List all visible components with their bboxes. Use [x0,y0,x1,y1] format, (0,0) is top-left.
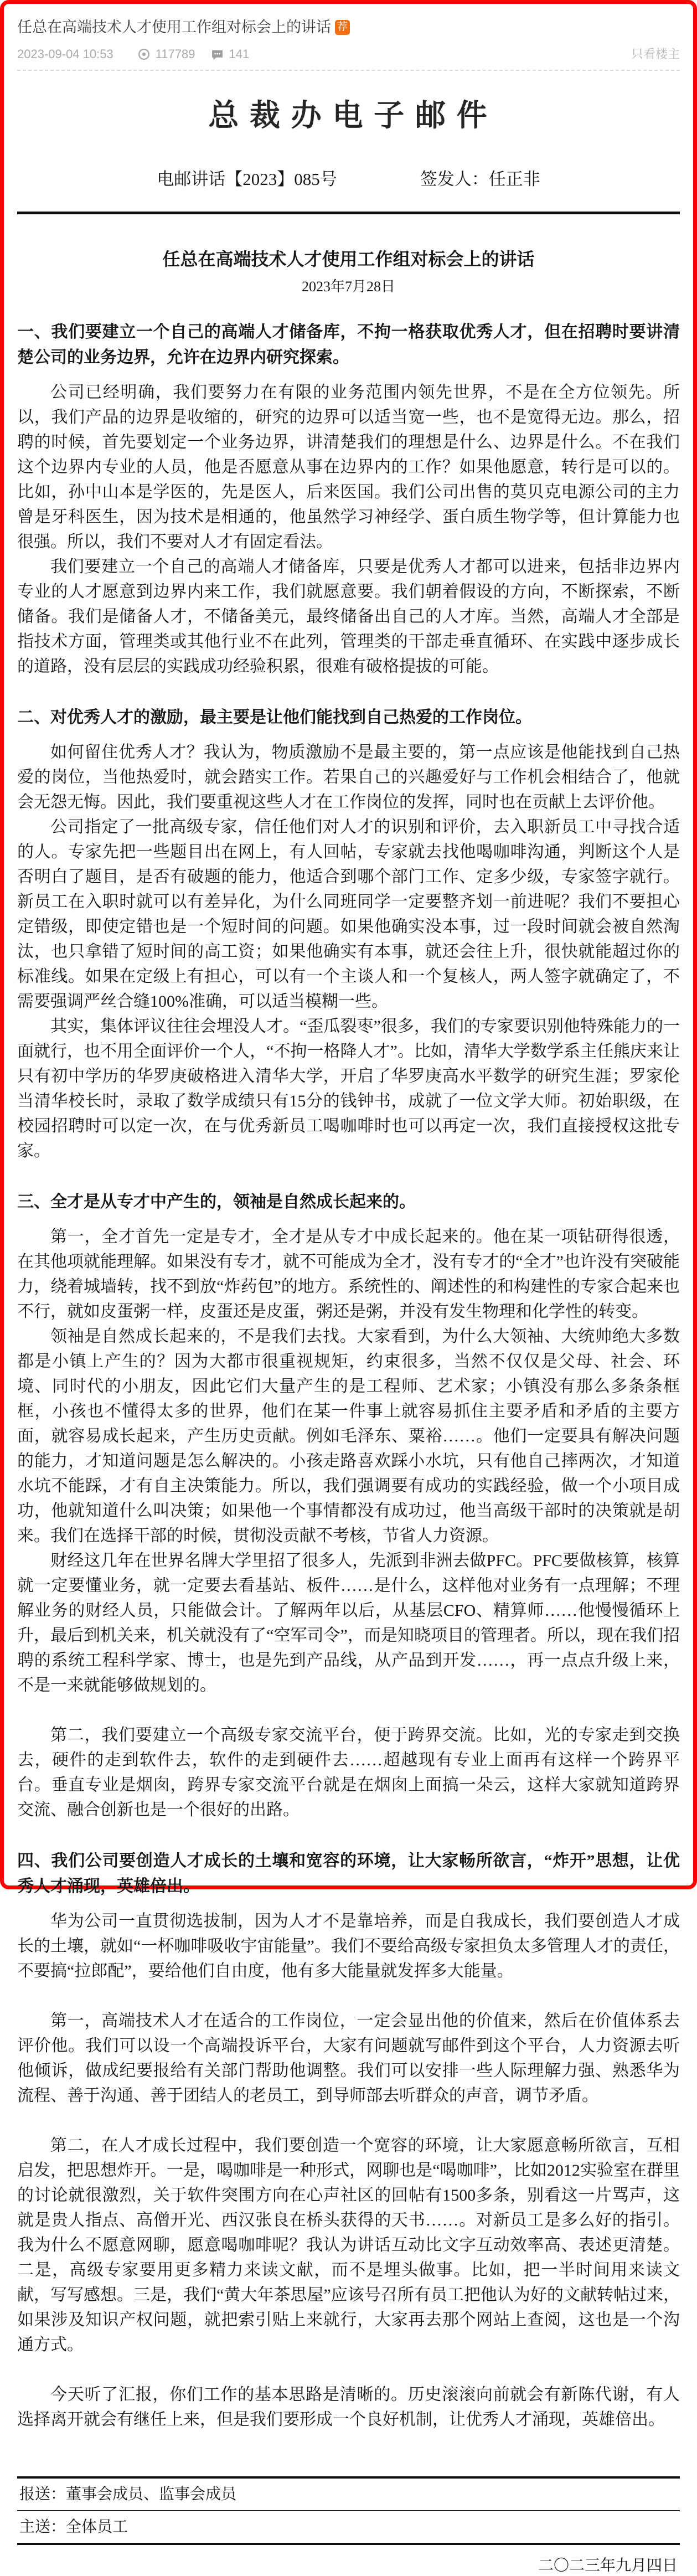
section-heading: 二、对优秀人才的激励，最主要是让他们能找到自己热爱的工作岗位。 [17,708,532,727]
paragraph: 公司指定了一批高级专家，信任他们对人才的识别和评价，去入职新员工中寻找合适的人。专家先把一些题目出在网上，有人回帖，专家就去找他喝咖啡沟通，判断这个人是否明白了题目，是否有破题的能力，他适合到哪个部门工作、定多少级，专家签字就行。新员工在入职时就可以有差异化，为什么同班同学一定要整齐划一前进呢？我们不要担心定错级，即使定错也是一个短时间的问题。如果他确实没本事，过一段时间就会被自然淘汰，也只拿错了短时间的高工资；如果他确实有本事，就还会往上升，很快就能超过你的标准线。如果在定级上有担心，可以有一个主谈人和一个复核人，两人签字就确定了，不需要强调严丝合缝100%准确，可以适当模糊一些。 [17,818,680,1011]
cc-line: 报送：董事会成员、监事会成员 [19,2486,237,2503]
post-title: 任总在高端技术人才使用工作组对标会上的讲话 [17,19,331,35]
section-heading: 一、我们要建立一个自己的高端人才储备库，不拘一格获取优秀人才，但在招聘时要讲清楚公司的业务边界，允许在边界内研究探索。 [17,323,680,367]
to-line: 主送：全体员工 [19,2518,128,2536]
comment-icon [210,48,224,61]
dashed-divider [17,70,680,71]
email-document [17,95,680,2576]
recommended-badge: 荐 [335,20,350,35]
doc-issuer: 签发人：任正非 [420,169,540,189]
paragraph: 第二，在人才成长过程中，我们要创造一个宽容的环境，让大家愿意畅所欲言，互相启发，把思想炸开。一是，喝咖啡是一种形式，网聊也是“喝咖啡”，比如2012实验室在群里的讨论就很激烈，关于软件突围方向在心声社区的回帖有1500多条，别看这一片骂声，这就是贵人指点、高僧开光、西汉张良在桥头获得的天书……。对新员工是多么好的指引。我为什么不愿意网聊，愿意喝咖啡呢？我认为讲话互动比文字互动效率高、表述更清楚。二是，高级专家要用更多精力来读文献，而不是埋头做事。比如，把一半时间用来读文献，写写感想。三是，我们“黄大年茶思屋”应该号召所有员工把他认为好的文献转帖过来，如果涉及知识产权问题，就把索引贴上来就行，大家再去那个网站上查阅，这也是一个沟通方式。 [17,2136,680,2354]
views-count: 117789 [155,47,195,61]
post-meta-row [17,47,680,62]
eye-icon [137,47,151,61]
doc-footer [17,2476,680,2576]
doc-date: 2023年7月28日 [301,279,395,295]
doc-meta-row [17,168,680,190]
post-title-row [17,16,680,38]
paragraph: 第一，高端技术人才在适合的工作岗位，一定会显出他的价值来，然后在价值体系去评价他。我们可以设一个高端投诉平台，大家有问题就写邮件到这个平台，人力资源去听他倾诉，做成纪要报给有关部门帮助他调整。我们可以安排一些人际理解力强、熟悉华为流程、善于沟通、善于团结人的老员工，到导师部去听群众的声音，调节矛盾。 [17,2012,680,2105]
only-author-button[interactable]: 只看楼主 [631,47,680,61]
paragraph: 华为公司一直贯彻选拔制，因为人才不是靠培养，而是自我成长，我们要创造人才成长的土壤，就如“一杯咖啡吸收宇宙能量”。我们不要给高级专家担负太多管理人才的责任，不要搞“拉郎配”，要给他们自由度，他有多大能量就发挥多大能量。 [17,1912,680,1980]
header-rule [17,212,680,214]
paragraph: 今天听了汇报，你们工作的基本思路是清晰的。历史滚滚向前就会有新陈代谢，有人选择离开就会有继任上来，但是我们要形成一个良好机制，让优秀人才涌现，英雄倍出。 [17,2386,680,2429]
doc-body [17,320,680,2432]
comments-group [210,47,249,62]
footer-rule-bottom [17,2543,680,2545]
post-date: 2023-09-04 10:53 [17,47,113,61]
paragraph: 财经这几年在世界名牌大学里招了很多人，先派到非洲去做PFC。PFC要做核算，核算就一定要懂业务，就一定要去看基站、板件……是什么，这样他对业务有一点理解；不理解业务的财经人员，只能做会计。了解两年以后，从基层CFO、精算师……他慢慢循环上升，最后到机关来，机关就没有了“空军司令”，而是知晓项目的管理者。所以，现在我们招聘的系统工程科学家、博士，也是先到产品线，从产品到开发……，再一点点升级上来，不是一来就能够做规划的。 [17,1552,680,1694]
paragraph: 第一，全才首先一定是专才，全才是从专才中成长起来的。他在某一项钻研得很透，在其他项就能理解。如果没有专才，就不可能成为全才，没有专才的“全才”也许没有突破能力，绕着城墙转，找不到放“炸药包”的地方。系统性的、阐述性的和构建性的专家合起来也不行，就如皮蛋粥一样，皮蛋还是皮蛋，粥还是粥，并没有发生物理和化学性的转变。 [17,1228,680,1321]
views-group [137,47,195,62]
paragraph: 其实，集体评议往往会埋没人才。“歪瓜裂枣”很多，我们的专家要识别他特殊能力的一面就行，也不用全面评价一个人，“不拘一格降人才”。比如，清华大学数学系主任熊庆来让只有初中学历的华罗庚破格进入清华大学，开启了华罗庚高水平数学的研究生涯；罗家伦当清华校长时，录取了数学成绩只有15分的钱钟书，成就了一位文学大师。初始职级，在校园招聘时可以定一次，在与优秀新员工喝咖啡时也可以再定一次，我们直接授权这批专家。 [17,1017,680,1160]
doc-number: 电邮讲话【2023】085号 [157,169,337,189]
paragraph: 我们要建立一个自己的高端人才储备库，只要是优秀人才都可以进来，包括非边界内专业的人才愿意到边界内来工作，我们就愿意要。我们朝着假设的方向，不断探索，不断储备。我们是储备人才，不储备美元，最终储备出自己的人才库。当然，高端人才全部是指技术方面，管理类或其他行业不在此列，管理类的干部走垂直循环、在实践中逐步成长的道路，没有层层的实践成功经验积累，很难有破格提拔的可能。 [17,558,680,676]
section-heading: 三、全才是从专才中产生的，领袖是自然成长起来的。 [17,1193,416,1211]
comments-count: 141 [229,47,250,61]
paragraph: 领袖是自然成长起来的，不是我们去找。大家看到，为什么大领袖、大统帅绝大多数都是小镇上产生的？因为大都市很重视规矩，约束很多，当然不仅仅是父母、社会、环境、同时代的小朋友，因此它们大量产生的是工程师、艺术家；小镇没有那么多条条框框，小孩也不懂得太多的世界，他们在某一件事上就容易抓住主要矛盾和矛盾的主要方面，就容易成长起来，产生历史贡献。例如毛泽东、粟裕……。他们一定要具有解决问题的能力，才知道问题是怎么解决的。小孩走路喜欢踩小水坑，只有他自己摔两次，才知道水坑不能踩，才有自主决策能力。所以，我们强调要有成功的实践经验，做一个小项目成功，他就知道什么叫决策；如果他一个事情都没有成功过，他当高级干部时的决策就是胡来。我们在选择干部的时候，贯彻没贡献不考核，节省人力资源。 [17,1327,680,1545]
sign-date: 二〇二三年九月四日 [538,2557,678,2574]
paragraph: 第二，我们要建立一个高级专家交流平台，便于跨界交流。比如，光的专家走到交换去，硬件的走到软件去，软件的走到硬件去……超越现有专业上面再有这样一个跨界平台。垂直专业是烟囱，跨界专家交流平台就是在烟囱上面搞一朵云，这样大家就知道跨界交流、融合创新也是一个很好的出路。 [17,1726,680,1819]
section-heading: 四、我们公司要创造人才成长的土壤和宽容的环境，让大家畅所欲言，“炸开”思想，让优秀人才涌现，英雄倍出。 [17,1852,680,1895]
paragraph: 如何留住优秀人才？我认为，物质激励不是最主要的，第一点应该是他能找到自己热爱的岗位，当他热爱时，就会踏实工作。若果自己的兴趣爱好与工作机会相结合了，他就会无怨无悔。因此，我们要重视这些人才在工作岗位的发挥，同时也在贡献上去评价他。 [17,743,680,811]
email-masthead: 总 裁 办 电 子 邮 件 [208,99,489,132]
paragraph: 公司已经明确，我们要努力在有限的业务范围内领先世界，不是在全方位领先。所以，我们产品的边界是收缩的，研究的边界可以适当宽一些，也不是宽得无边。那么，招聘的时候，首先要划定一个业务边界，讲清楚我们的理想是什么、边界是什么。不在我们这个边界内专业的人员，他是否愿意从事在边界内的工作？如果他愿意，转行是可以的。比如，孙中山本是学医的，先是医人，后来医国。我们公司出售的莫贝克电源公司的主力曾是牙科医生，因为技术是相通的，他虽然学习神经学、蛋白质生物学等，但计算能力也很强。所以，我们不要对人才有固定看法。 [17,383,680,551]
doc-title: 任总在高端技术人才使用工作组对标会上的讲话 [162,249,535,269]
